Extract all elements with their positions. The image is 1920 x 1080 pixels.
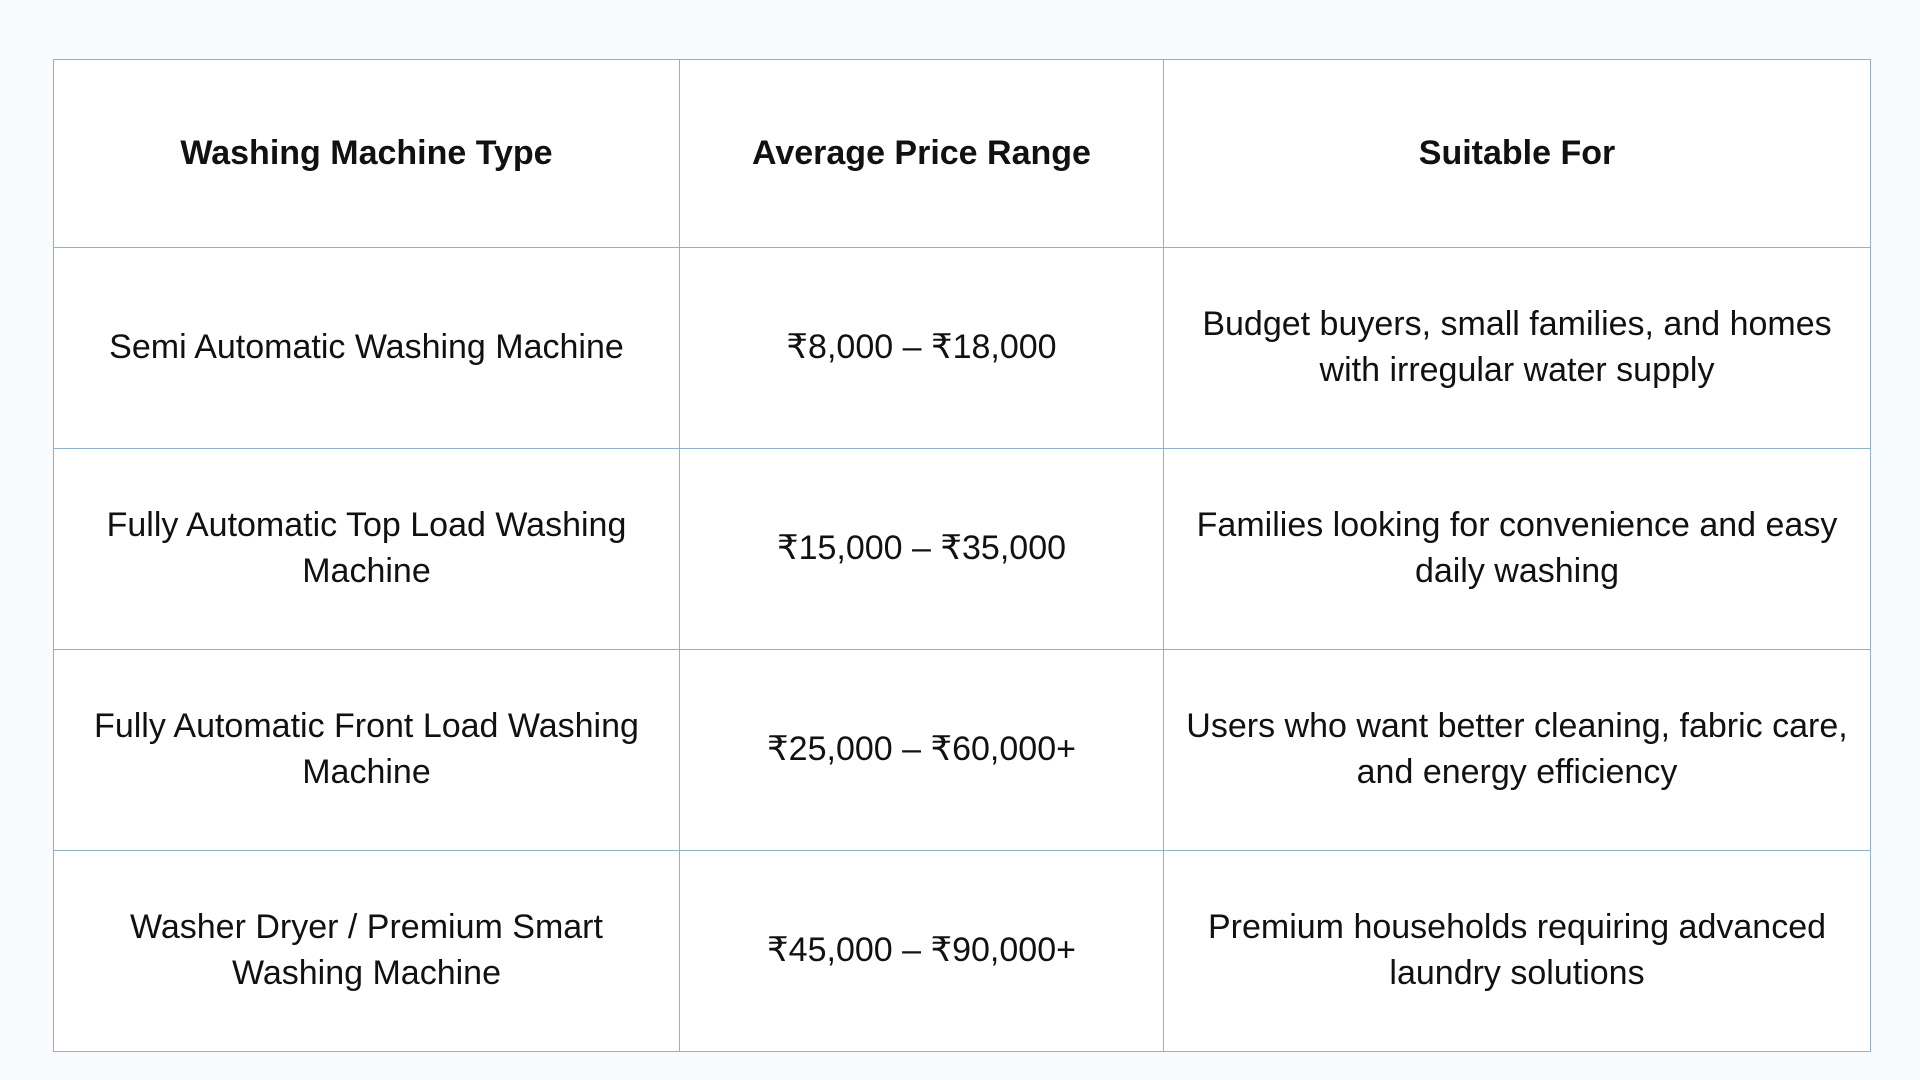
- header-type: Washing Machine Type: [54, 60, 680, 248]
- cell-type: Fully Automatic Top Load Washing Machine: [54, 449, 680, 650]
- table-row: [54, 650, 1871, 851]
- header-price: Average Price Range: [680, 60, 1164, 248]
- header-suitable-for: Suitable For: [1164, 60, 1871, 248]
- cell-type: Semi Automatic Washing Machine: [54, 248, 680, 449]
- cell-suitable-for: Budget buyers, small families, and homes with irregular water supply: [1164, 248, 1871, 449]
- cell-price: ₹25,000 – ₹60,000+: [680, 650, 1164, 851]
- cell-price: ₹45,000 – ₹90,000+: [680, 851, 1164, 1052]
- cell-suitable-for: Premium households requiring advanced laundry solutions: [1164, 851, 1871, 1052]
- table-row: [54, 851, 1871, 1052]
- table-header-row: [54, 60, 1871, 248]
- cell-price: ₹15,000 – ₹35,000: [680, 449, 1164, 650]
- cell-suitable-for: Users who want better cleaning, fabric care, and energy efficiency: [1164, 650, 1871, 851]
- cell-type: Washer Dryer / Premium Smart Washing Machine: [54, 851, 680, 1052]
- price-comparison-table: [53, 59, 1871, 1052]
- cell-type: Fully Automatic Front Load Washing Machine: [54, 650, 680, 851]
- table-row: [54, 449, 1871, 650]
- cell-suitable-for: Families looking for convenience and easy daily washing: [1164, 449, 1871, 650]
- price-table-container: [53, 59, 1870, 1050]
- table-row: [54, 248, 1871, 449]
- cell-price: ₹8,000 – ₹18,000: [680, 248, 1164, 449]
